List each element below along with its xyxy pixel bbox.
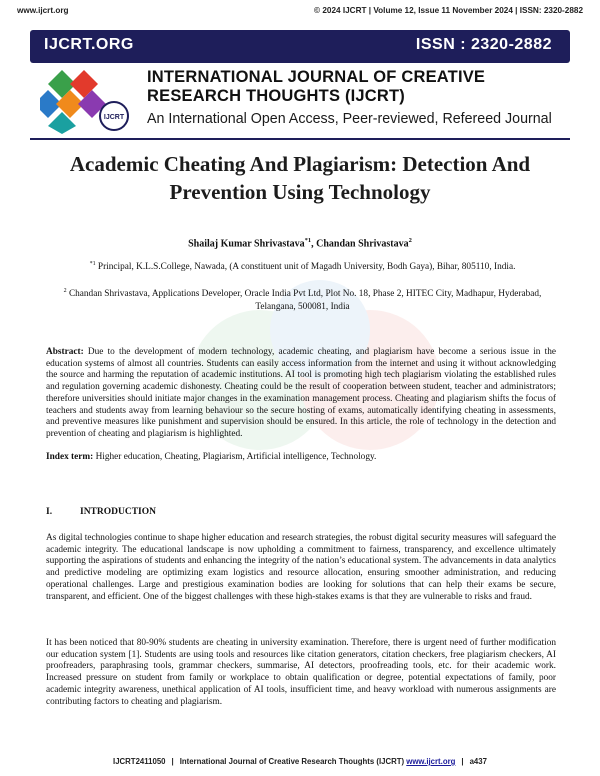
journal-logo-icon xyxy=(40,68,140,134)
page-footer: IJCRT2411050 | International Journal of Creative Research Thoughts (IJCRT) www.ijcrt.org | a437 xyxy=(113,757,487,766)
journal-banner xyxy=(30,30,570,63)
footer-paper-id: IJCRT2411050 xyxy=(113,757,166,766)
section-number: I. xyxy=(46,507,53,517)
paragraph-2: It has been noticed that 80-90% students are cheating in university examination. Therefore, there is urgent need of further modification our education system [1]. Students are using tools and resources like citation generators, citation checkers, free plagiarism checkers, AI proofreaders, paraphrasing tools, grammar checkers, summarise, AI detectors, proofreading tools, etc. for their academic work. Increased pressure on student from family or workplace to obtain qualification or degree, potential expectations of family, poor academic integrity awareness, unethical application of AI tools, insufficient time, and heavy workload with numerous assignments are contributing factors to cheating and plagiarism. xyxy=(46,638,556,707)
banner-site: IJCRT.ORG xyxy=(44,36,134,53)
banner-issn: ISSN : 2320-2882 xyxy=(415,36,552,53)
author-2-sup: 2 xyxy=(408,237,412,244)
paper-title: Academic Cheating And Plagiarism: Detection And Prevention Using Technology xyxy=(69,152,531,204)
affiliation-2 xyxy=(50,285,555,314)
affiliation-2-text: Chandan Shrivastava, Applications Developer, Oracle India Pvt Ltd, Plot No. 18, Phase 2, HITEC City, Madhapur, Hyderabad, Telangana, 500081, India xyxy=(68,289,542,313)
footer-website-link[interactable]: www.ijcrt.org xyxy=(406,757,456,766)
running-header xyxy=(17,6,583,20)
journal-title: INTERNATIONAL JOURNAL OF CREATIVE RESEARCH THOUGHTS (IJCRT) xyxy=(147,68,486,105)
header-website[interactable]: www.ijcrt.org xyxy=(17,6,69,15)
author-1: Shailaj Kumar Shrivastava xyxy=(188,238,305,250)
abstract-text: Due to the development of modern technology, academic cheating, and plagiarism have become a serious issue in the education systems of almost all countries. Students can easily access information from the internet and using it without acknowledging the source and harming the reputation of academic institutions. AI tool is promoting high tech plagiarism violating the established rules and regulation governing academic dishonesty. Cheating could be the result of cooperation between student, teacher and administrators; therefore universities should initiate major changes in the examination management process. Cheating and plagiarism shifts the focus of teachers and students away from learning behaviour so the secure hosting of exams, automatically identifying cheating in assessments, and preventive measures like punishment and supervision should be ensured. In this article, the role of technology in the detection and prevention of cheating and plagiarism is highlighted. xyxy=(46,347,556,439)
journal-subtitle: An International Open Access, Peer-reviewed, Refereed Journal xyxy=(147,110,552,127)
author-2: Chandan Shrivastava xyxy=(316,238,409,250)
index-terms-label: Index term: xyxy=(46,452,94,462)
header-divider xyxy=(30,138,570,140)
logo-seal-text: IJCRT xyxy=(103,114,125,121)
affiliation-1 xyxy=(50,258,555,274)
abstract xyxy=(46,347,556,441)
footer-journal-name: International Journal of Creative Research Thoughts (IJCRT) xyxy=(179,757,405,766)
author-separator: , xyxy=(311,238,317,250)
author-line xyxy=(30,237,570,249)
index-terms-text: Higher education, Cheating, Plagiarism, Artificial intelligence, Technology. xyxy=(95,452,377,462)
abstract-label: Abstract: xyxy=(46,347,84,357)
section-title: INTRODUCTION xyxy=(80,507,157,517)
index-terms xyxy=(46,452,556,462)
paragraph-1: As digital technologies continue to shape higher education and research strategies, the robust digital security measures will safeguard the academic integrity. The educational landscape is now upholding a commitment to fairness, transparency, and excellence ultimately supporting the aspirations of students and enhancing the integrity of the nation’s educational system. The advancements in data analytics and predictive modeling are optimizing exam logistics and resource allocation, ensuring smoother administration, and reducing operational challenges. Large and prestigious examination bodies are looking for solutions that can help their exams be secure, transparent, and efficient. One of the biggest challenges with these high-stakes exams is that they are vulnerable to risks and fraud. xyxy=(46,533,556,602)
affiliation-1-sup: *1 xyxy=(89,261,96,267)
section-heading xyxy=(46,507,156,517)
header-citation: © 2024 IJCRT | Volume 12, Issue 11 November 2024 | ISSN: 2320-2882 xyxy=(314,6,583,15)
affiliation-2-sup: 2 xyxy=(63,288,67,294)
affiliation-1-text: Principal, K.L.S.College, Nawada, (A constituent unit of Magadh University, Bodh Gaya), Bihar, 805110, India. xyxy=(97,262,516,273)
footer-page-number: a437 xyxy=(469,757,487,766)
author-1-sup: *1 xyxy=(304,237,312,244)
